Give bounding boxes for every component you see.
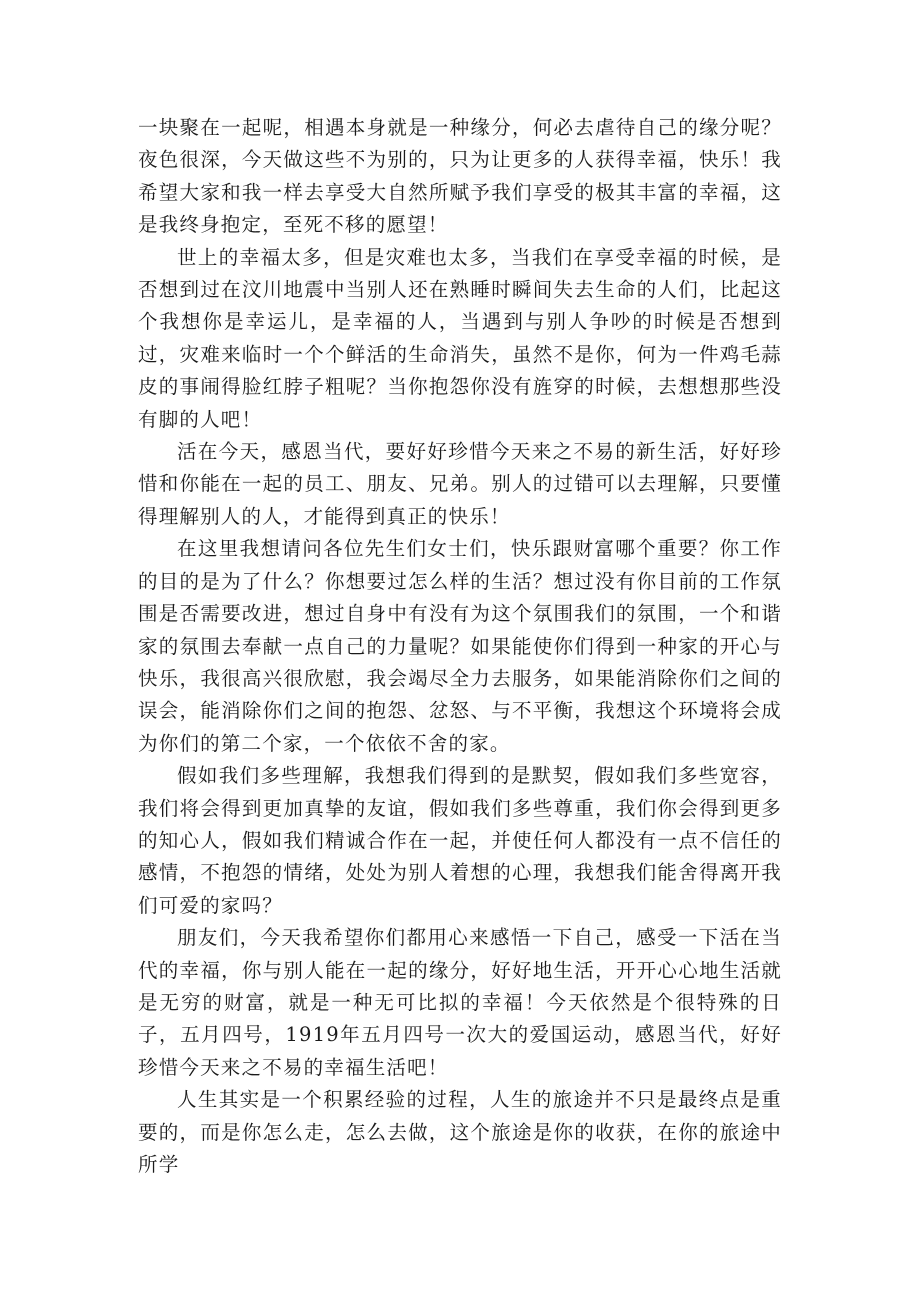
paragraph-7: 人生其实是一个积累经验的过程，人生的旅途并不只是最终点是重要的，而是你怎么走，怎么去做，这个旅途是你的收获，在你的旅途中所学 — [138, 1088, 782, 1176]
document-body — [138, 112, 782, 1181]
paragraph-5: 假如我们多些理解，我想我们得到的是默契，假如我们多些宽容，我们将会得到更加真挚的友谊，假如我们多些尊重，我们你会得到更多的知心人，假如我们精诚合作在一起，并使任何人都没有一点不信任的感情，不抱怨的情绪，处处为别人着想的心理，我想我们能舍得离开我们可爱的家吗？ — [138, 764, 782, 917]
paragraph-1: 一块聚在一起呢，相遇本身就是一种缘分，何必去虐待自己的缘分呢？夜色很深，今天做这些不为别的，只为让更多的人获得幸福，快乐！我希望大家和我一样去享受大自然所赋予我们享受的极其丰富的幸福，这是我终身抱定，至死不移的愿望！ — [138, 116, 782, 237]
paragraph-4: 在这里我想请问各位先生们女士们，快乐跟财富哪个重要？你工作的目的是为了什么？你想要过怎么样的生活？想过没有你目前的工作氛围是否需要改进，想过自身中有没有为这个氛围我们的氛围，一个和谐家的氛围去奉献一点自己的力量呢？如果能使你们得到一种家的开心与快乐，我很高兴很欣慰，我会竭尽全力去服务，如果能消除你们之间的误会，能消除你们之间的抱怨、忿怒、与不平衡，我想这个环境将会成为你们的第二个家，一个依依不舍的家。 — [138, 537, 782, 755]
paragraph-2: 世上的幸福太多，但是灾难也太多，当我们在享受幸福的时候，是否想到过在汶川地震中当别人还在熟睡时瞬间失去生命的人们，比起这个我想你是幸运儿，是幸福的人，当遇到与别人争吵的时候是否想到过，灾难来临时一个个鲜活的生命消失，虽然不是你，何为一件鸡毛蒜皮的事闹得脸红脖子粗呢？当你抱怨你没有旌穿的时候，去想想那些没有脚的人吧！ — [138, 245, 782, 431]
paragraph-3: 活在今天，感恩当代，要好好珍惜今天来之不易的新生活，好好珍惜和你能在一起的员工、朋友、兄弟。别人的过错可以去理解，只要懂得理解别人的人，才能得到真正的快乐！ — [138, 440, 782, 528]
paragraph-6: 朋友们，今天我希望你们都用心来感悟一下自己，感受一下活在当代的幸福，你与别人能在一起的缘分，好好地生活，开开心心地生活就是无穷的财富，就是一种无可比拟的幸福！今天依然是个很特殊的日子，五月四号，1919年五月四号一次大的爱国运动，感恩当代，好好珍惜今天来之不易的幸福生活吧！ — [138, 926, 782, 1079]
